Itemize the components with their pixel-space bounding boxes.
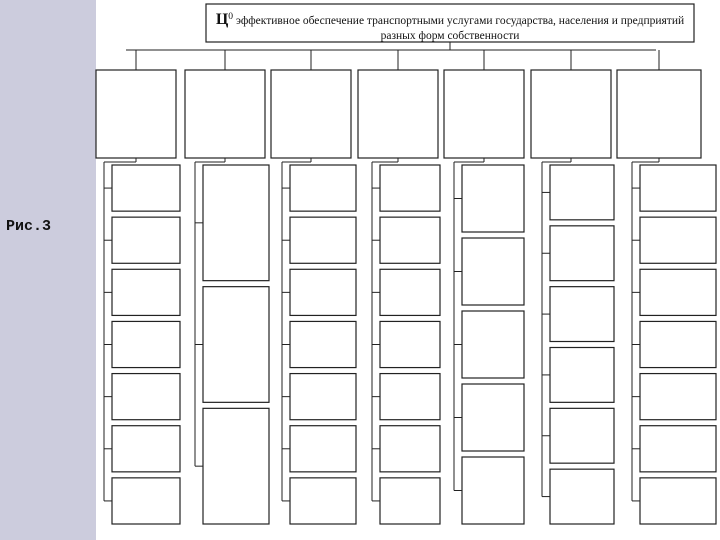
level1-goal-box (271, 70, 351, 158)
level2-goal-box (550, 469, 614, 524)
level2-goal-box (550, 165, 614, 220)
level2-goal-box (203, 287, 269, 403)
level2-goal-box (290, 269, 356, 315)
level2-goal-box (112, 321, 180, 367)
level2-goal-box (640, 321, 716, 367)
root-goal-symbol: Ц (215, 10, 229, 28)
level1-goal-box (444, 70, 524, 158)
level1-goal-box (96, 70, 176, 158)
level2-goal-box (112, 426, 180, 472)
level2-goal-box (550, 408, 614, 463)
level2-goal-box (640, 426, 716, 472)
level2-goal-box (640, 374, 716, 420)
level2-goal-box (290, 478, 356, 524)
level2-goal-box (640, 217, 716, 263)
root-goal-text: эффективное обеспечение транспортными услугами государства, населения и предприятий разных форм собственности (235, 14, 685, 42)
level1-goal-box (358, 70, 438, 158)
level2-goal-box (380, 426, 440, 472)
level2-goal-box (290, 165, 356, 211)
level1-goal-box (185, 70, 265, 158)
level2-goal-box (550, 226, 614, 281)
figure-caption: Рис.3 (6, 218, 52, 235)
level2-goal-box (290, 321, 356, 367)
level2-goal-box (112, 217, 180, 263)
level2-goal-box (462, 457, 524, 524)
level2-goal-box (203, 165, 269, 281)
level1-goal-box (617, 70, 701, 158)
level2-goal-box (380, 374, 440, 420)
level2-goal-box (550, 348, 614, 403)
level2-goal-box (380, 165, 440, 211)
level2-goal-box (380, 321, 440, 367)
root-goal-superscript: 0 (228, 11, 234, 22)
level2-goal-box (462, 311, 524, 378)
level1-goal-box (531, 70, 611, 158)
level2-goal-box (462, 384, 524, 451)
level2-goal-box (290, 374, 356, 420)
level2-goal-box (550, 287, 614, 342)
level2-goal-box (640, 478, 716, 524)
root-goal-title (208, 9, 692, 44)
level2-goal-box (380, 478, 440, 524)
level2-goal-box (112, 165, 180, 211)
level2-goal-box (640, 165, 716, 211)
level2-goal-box (112, 478, 180, 524)
level2-goal-box (462, 165, 524, 232)
level2-goal-box (380, 269, 440, 315)
level2-goal-box (380, 217, 440, 263)
level2-goal-box (290, 426, 356, 472)
level2-goal-box (290, 217, 356, 263)
level2-goal-box (203, 408, 269, 524)
level2-goal-box (640, 269, 716, 315)
level2-goal-box (462, 238, 524, 305)
level2-goal-box (112, 269, 180, 315)
level2-goal-box (112, 374, 180, 420)
